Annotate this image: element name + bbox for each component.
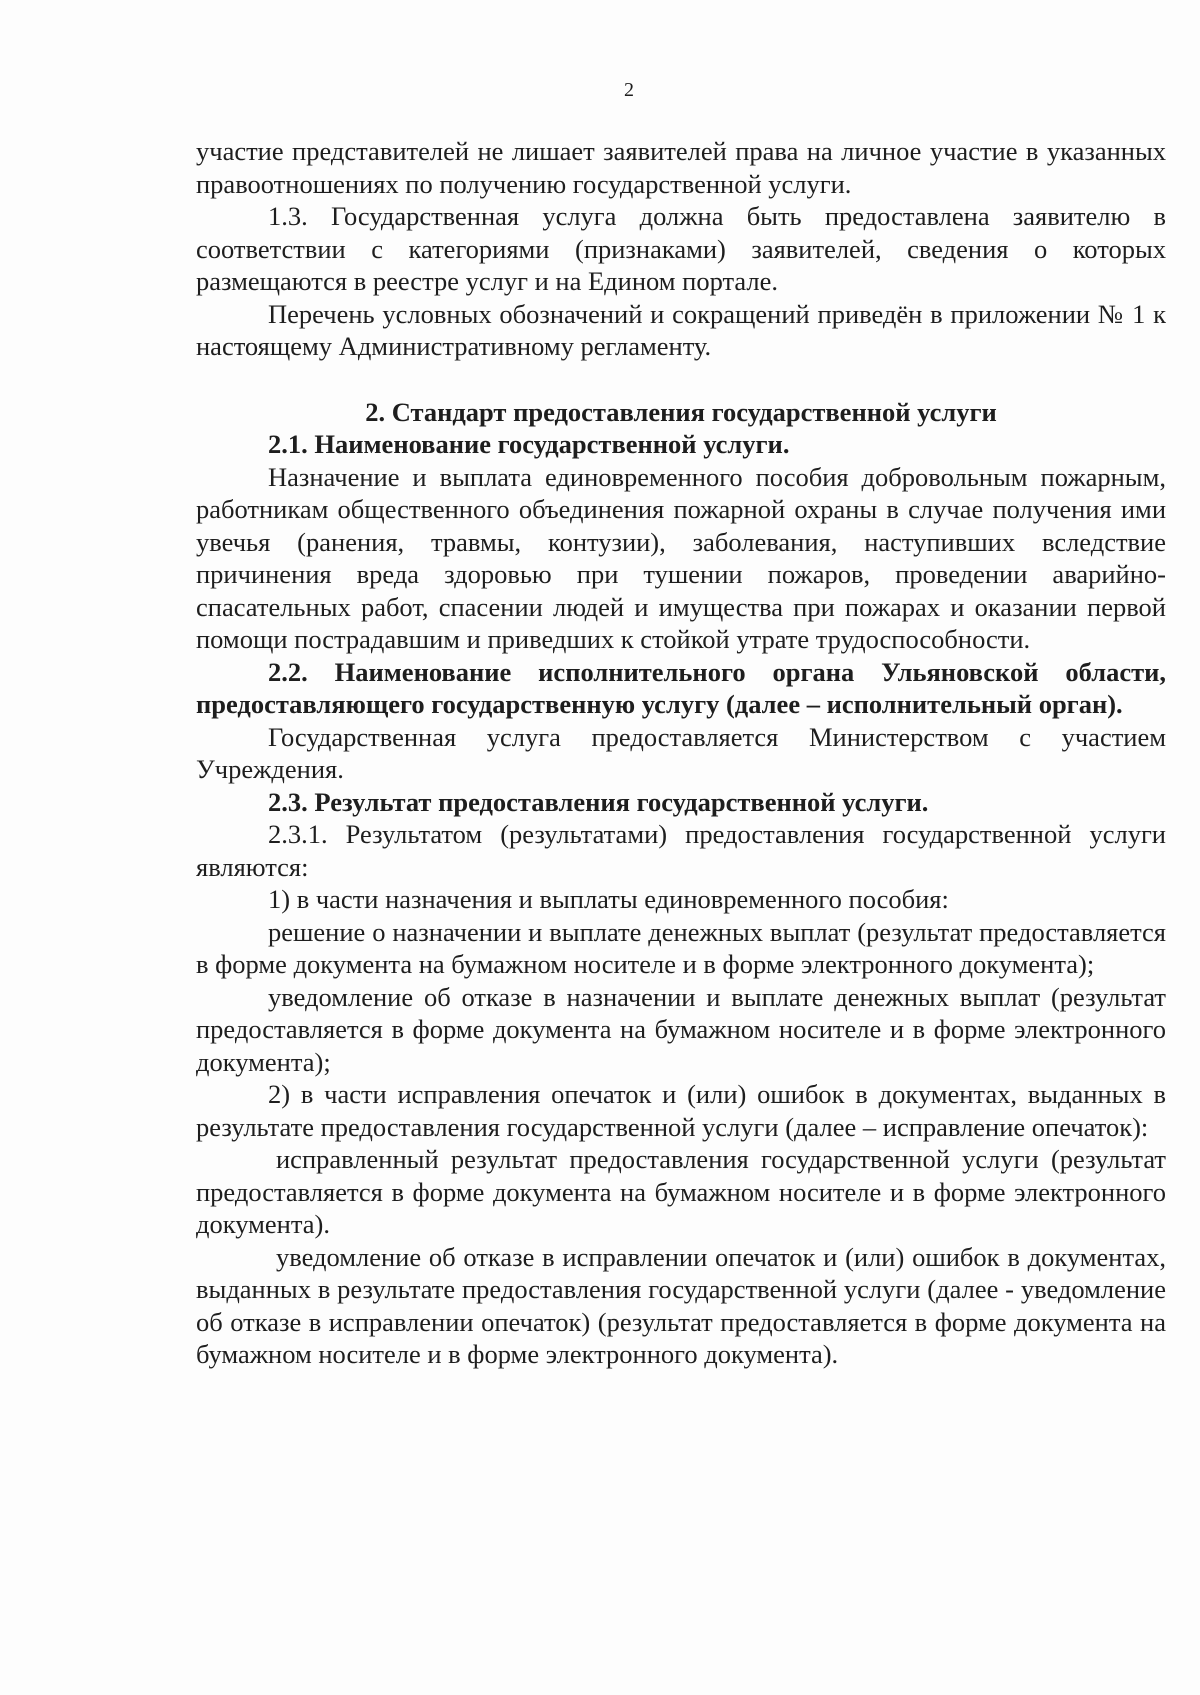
paragraph-correction-refusal: уведомление об отказе в исправлении опечаток и (или) ошибок в документах, выданных в результате предоставления государственной услуги (далее - уведомление об отказе в исправлении опечаток) (результат предоставляется в форме документа на бумажном носителе и в форме электронного документа). <box>196 1241 1166 1369</box>
list-item-2: 2) в части исправления опечаток и (или) ошибок в документах, выданных в результате предоставления государственной услуги (далее – исправление опечаток): <box>196 1079 1166 1142</box>
list-item-1: 1) в части назначения и выплаты единовременного пособия: <box>268 884 949 914</box>
paragraph-2-1: Назначение и выплата единовременного пособия добровольным пожарным, работникам общественного объединения пожарной охраны в случае получения ими увечья (ранения, травмы, контузии), заболевания, наступивших вследствие причинения вреда здоровью при тушении пожаров, проведении аварийно-спасательных работ, спасении людей и имущества при пожарах и оказании первой помощи пострадавшим и приведших к стойкой утрате трудоспособности. <box>196 461 1166 654</box>
paragraph-refusal-notice: уведомление об отказе в назначении и выплате денежных выплат (результат предоставляется в форме документа на бумажном носителе и в форме электронного документа); <box>196 981 1166 1077</box>
paragraph-decision: решение о назначении и выплате денежных выплат (результат предоставляется в форме документа на бумажном носителе и в форме электронного документа); <box>196 916 1166 979</box>
paragraph-1-3: 1.3. Государственная услуга должна быть предоставлена заявителю в соответствии с категориями (признаками) заявителей, сведения о которых размещаются в реестре услуг и на Едином портале. <box>196 201 1166 296</box>
heading-2-2: 2.2. Наименование исполнительного органа Ульяновской области, предоставляющего государственную услугу (далее – исполнительный орган). <box>196 656 1166 719</box>
paragraph-2-2: Государственная услуга предоставляется Министерством с участием Учреждения. <box>196 721 1166 784</box>
document-body <box>196 135 1166 1371</box>
paragraph-abbreviations: Перечень условных обозначений и сокращений приведён в приложении № 1 к настоящему Административному регламенту. <box>196 298 1166 361</box>
paragraph-2-3-1: 2.3.1. Результатом (результатами) предоставления государственной услуги являются: <box>196 819 1166 882</box>
paragraph-corrected-result: исправленный результат предоставления государственной услуги (результат предоставляется в форме документа на бумажном носителе и в форме электронного документа). <box>196 1144 1166 1239</box>
paragraph-continuation: участие представителей не лишает заявителей права на личное участие в указанных правоотношениях по получению государственной услуги. <box>196 136 1166 199</box>
page-number: 2 <box>624 79 634 101</box>
heading-2-3: 2.3. Результат предоставления государственной услуги. <box>268 786 929 817</box>
heading-section-2: 2. Стандарт предоставления государственной услуги <box>365 396 997 427</box>
heading-2-1: 2.1. Наименование государственной услуги. <box>268 429 790 459</box>
section-gap <box>196 363 1166 396</box>
